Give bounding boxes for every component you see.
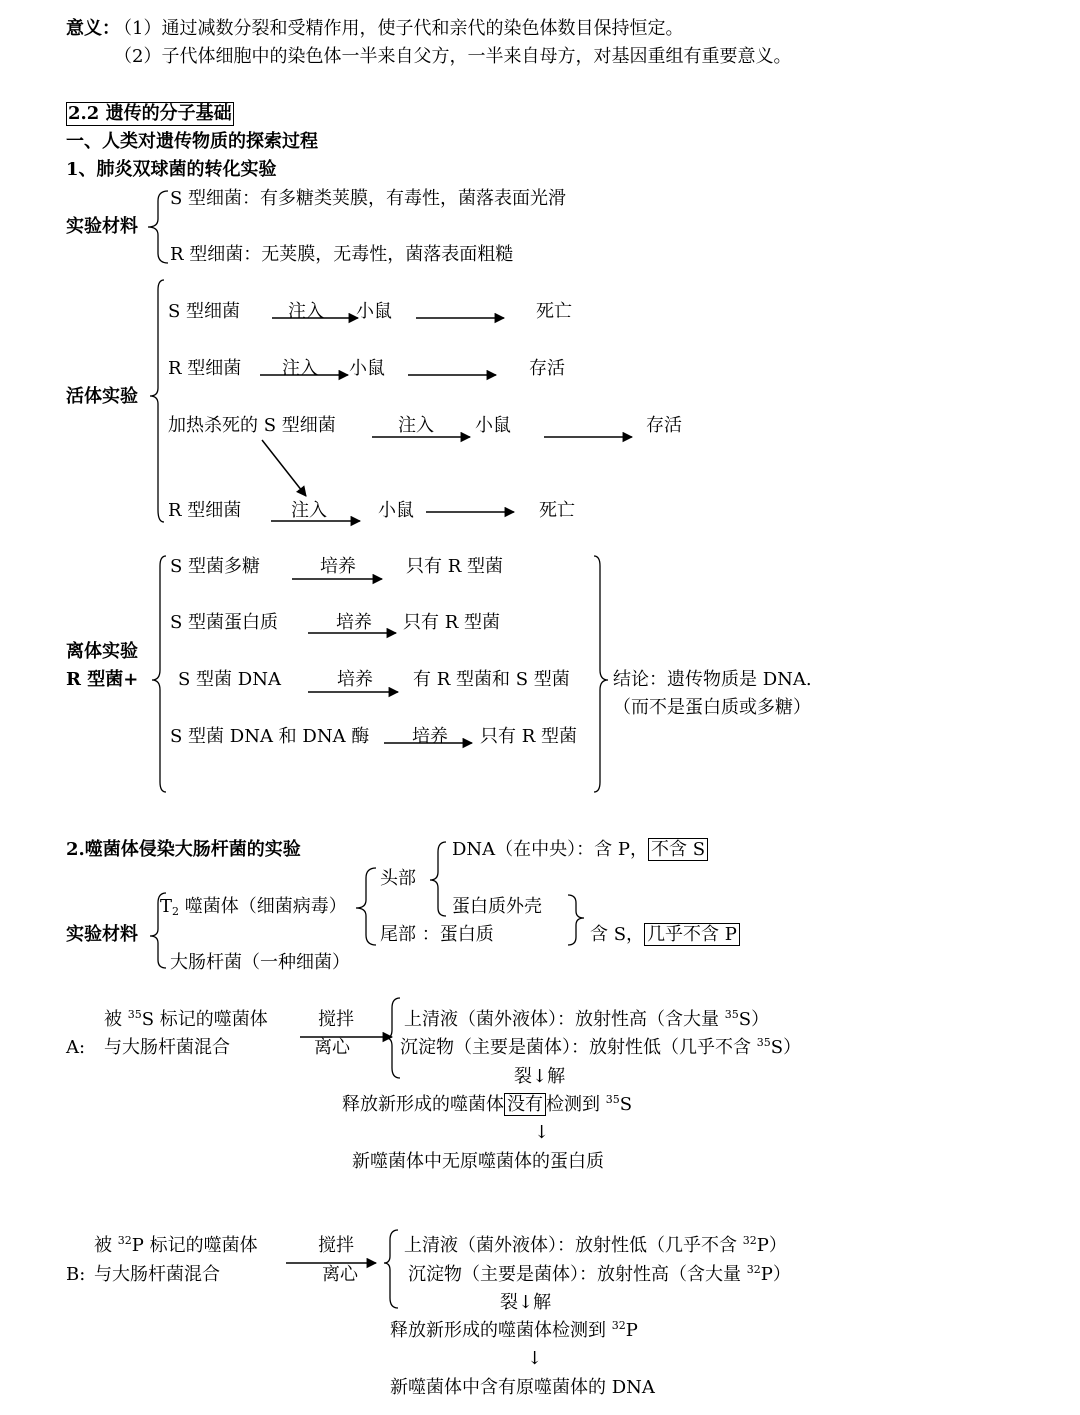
exp-b-line-1: 被 $^{32}$P 标记的噬菌体: [94, 1234, 258, 1256]
exp-b-release: 释放新形成的噬菌体检测到 $^{32}$P: [390, 1319, 638, 1341]
in-vivo-row-2-subject: R 型细菌: [168, 358, 242, 379]
conclusion-line-1: 结论：遗传物质是 DNA.: [613, 669, 812, 690]
in-vivo-row-1-result: 死亡: [536, 301, 572, 322]
in-vitro-row-1-subject: S 型菌多糖: [170, 556, 261, 577]
in-vitro-row-1-action: 培养: [320, 556, 356, 577]
in-vivo-row-4-subject: R 型细菌: [168, 500, 242, 521]
in-vitro-row-3-result: 有 R 型菌和 S 型菌: [413, 669, 570, 690]
in-vitro-row-4-result: 只有 R 型菌: [480, 726, 577, 747]
exp-b-line-2: 与大肠杆菌混合: [94, 1264, 220, 1285]
exp-b-centrifuge: 离心: [322, 1264, 358, 1285]
exp-a-sediment: 沉淀物（主要是菌体）：放射性低（几乎不含 $^{35}$S）: [400, 1036, 802, 1058]
brace-exp-a: [386, 998, 400, 1078]
in-vivo-row-2-mid: 小鼠: [349, 358, 385, 379]
phage-head-label: 头部: [380, 868, 416, 889]
in-vivo-row-1-action: 注入: [288, 301, 324, 322]
not-detected-boxed: 没有: [504, 1093, 546, 1116]
brace-materials-1: [148, 191, 168, 263]
exp-b-supernatant: 上清液（菌外液体）：放射性低（几乎不含 $^{32}$P）: [404, 1234, 787, 1256]
in-vivo-row-4-action: 注入: [291, 500, 327, 521]
t2-phage-label: $T_2$ 噬菌体（细菌病毒）: [160, 896, 347, 918]
in-vitro-label: 离体实验: [66, 641, 138, 662]
section-title: 2.2 遗传的分子基础: [68, 103, 232, 124]
in-vivo-row-1-mid: 小鼠: [356, 301, 392, 322]
exp-a-stir: 搅拌: [318, 1009, 354, 1030]
in-vivo-label: 活体实验: [66, 386, 138, 407]
phage-experiment-title: 2.噬菌体侵染大肠杆菌的实验: [66, 839, 301, 860]
ecoli-label: 大肠杆菌（一种细菌）: [170, 952, 350, 973]
exp-a-lyse: 裂↓解: [514, 1066, 566, 1087]
exp-a-down-arrow: ↓: [534, 1122, 550, 1143]
no-s-boxed: 不含 S: [648, 838, 708, 861]
phage-tail-label: 尾部 ：蛋白质: [380, 924, 494, 945]
exp-b-down-arrow: ↓: [527, 1348, 543, 1369]
meaning-line-2: （2）子代体细胞中的染色体一半来自父方，一半来自母方，对基因重组有重要意义。: [114, 46, 792, 67]
brace-head-parts: [430, 842, 446, 916]
r-type-material: R 型细菌：无荚膜，无毒性，菌落表面粗糙: [170, 244, 514, 265]
in-vitro-row-1-result: 只有 R 型菌: [406, 556, 503, 577]
brace-exp-b: [384, 1230, 398, 1308]
meaning-line-1: （1）通过减数分裂和受精作用，使子代和亲代的染色体数目保持恒定。: [114, 18, 684, 39]
in-vitro-row-3-subject: S 型菌 DNA: [178, 669, 281, 690]
in-vitro-row-4-subject: S 型菌 DNA 和 DNA 酶: [170, 726, 370, 747]
in-vivo-row-3-subject: 加热杀死的 S 型细菌: [168, 415, 336, 436]
brace-phage-materials: [150, 893, 166, 968]
exp-a-final: 新噬菌体中无原噬菌体的蛋白质: [352, 1151, 604, 1172]
exp-a-line-2: 与大肠杆菌混合: [104, 1037, 230, 1058]
exp-b-sediment: 沉淀物（主要是菌体）：放射性高（含大量 $^{32}$P）: [408, 1263, 791, 1285]
exp-a-release: 释放新形成的噬菌体 没有 检测到 $^{35}$S: [342, 1093, 633, 1115]
brace-conclusion: [594, 556, 608, 792]
protein-contains-s-label: 含 S， 几乎不含 P: [590, 924, 740, 946]
almost-no-p-boxed: 几乎不含 P: [644, 923, 740, 946]
brace-in-vitro: [152, 556, 166, 792]
in-vitro-row-2-result: 只有 R 型菌: [403, 612, 500, 633]
experiment-1-title: 1、肺炎双球菌的转化实验: [66, 159, 277, 180]
exp-a-prefix: A:: [66, 1037, 86, 1058]
protein-shell-label: 蛋白质外壳: [452, 896, 542, 917]
arrow-in-vivo-diagonal: [262, 440, 306, 496]
in-vivo-row-1-subject: S 型细菌: [168, 301, 241, 322]
in-vivo-row-3-action: 注入: [398, 415, 434, 436]
brace-phage-parts: [356, 868, 376, 945]
exp-b-lyse: 裂↓解: [500, 1292, 552, 1313]
in-vivo-row-3-mid: 小鼠: [475, 415, 511, 436]
exp-a-line-1: 被 $^{35}$S 标记的噬菌体: [104, 1008, 268, 1030]
in-vitro-row-4-action: 培养: [412, 726, 448, 747]
in-vivo-row-4-result: 死亡: [539, 500, 575, 521]
in-vivo-row-4-mid: 小鼠: [378, 500, 414, 521]
brace-protein-s: [568, 895, 584, 945]
in-vivo-row-3-result: 存活: [646, 415, 682, 436]
exp-a-supernatant: 上清液（菌外液体）：放射性高（含大量 $^{35}$S）: [404, 1008, 770, 1030]
phage-materials-label: 实验材料: [66, 924, 138, 945]
dna-center-label: DNA（在中央）：含 P， 不含 S: [452, 839, 708, 861]
in-vivo-row-2-result: 存活: [529, 358, 565, 379]
brace-in-vivo: [150, 280, 164, 522]
s-type-material: S 型细菌：有多糖类荚膜，有毒性，菌落表面光滑: [170, 188, 567, 209]
materials-1-label: 实验材料: [66, 216, 138, 237]
conclusion-line-2: （而不是蛋白质或多糖）: [613, 697, 811, 718]
in-vitro-row-2-subject: S 型菌蛋白质: [170, 612, 279, 633]
exp-b-stir: 搅拌: [318, 1235, 354, 1256]
section-subtitle: 一、人类对遗传物质的探索过程: [66, 131, 318, 152]
meaning-label: 意义：: [66, 18, 120, 39]
exp-a-centrifuge: 离心: [314, 1037, 350, 1058]
exp-b-prefix: B:: [66, 1264, 86, 1285]
in-vitro-row-2-action: 培养: [336, 612, 372, 633]
exp-b-final: 新噬菌体中含有原噬菌体的 DNA: [390, 1377, 655, 1398]
in-vitro-label-2: R 型菌+: [66, 669, 139, 690]
in-vivo-row-2-action: 注入: [282, 358, 318, 379]
in-vitro-row-3-action: 培养: [337, 669, 373, 690]
